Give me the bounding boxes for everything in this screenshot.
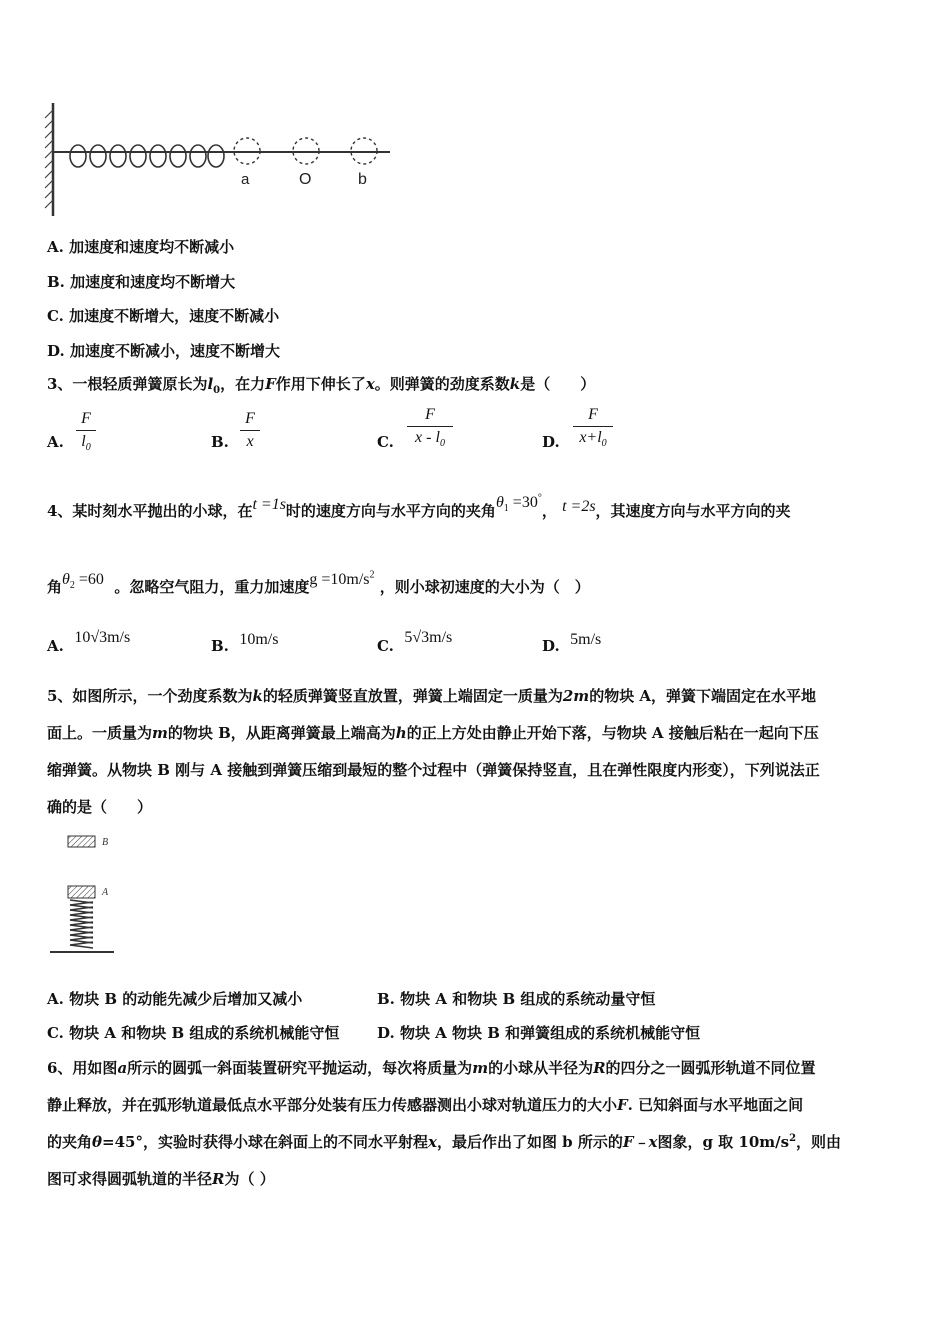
q6-line3: 的夹角θ=45°，实验时获得小球在斜面上的不同水平射程x，最后作出了如图 b 所示的F﹣x图象，g 取 $10m/s^2$，则由 — [47, 1133, 842, 1151]
q3-option-a-fraction: F $l_0$ — [76, 410, 96, 453]
q4-option-d: D. 5m/s — [542, 631, 602, 655]
q3-option-d-fraction: F $x+l_0$ — [573, 406, 613, 449]
q5-option-b: B. 物块 A 和物块 B 组成的系统动量守恒 — [377, 990, 656, 1008]
q5-line2: 面上。一质量为m的物块 B，从距离弹簧最上端高为h的正上方处由静止开始下落，与物块 A 接触后粘在一起向下压 — [47, 724, 819, 742]
q4-option-b: B. 10m/s — [211, 631, 279, 655]
q6-line1: 6、用如图a所示的圆弧一斜面装置研究平抛运动，每次将质量为m的小球从半径为R的四分之一圆弧形轨道不同位置 — [47, 1059, 816, 1077]
spring-blocks-figure — [48, 830, 128, 960]
q5-option-d: D. 物块 A 物块 B 和弹簧组成的系统机械能守恒 — [377, 1024, 701, 1042]
spring-wall-figure — [40, 98, 400, 220]
q5-line1: 5、如图所示，一个劲度系数为k的轻质弹簧竖直放置，弹簧上端固定一质量为2m的物块 A，弹簧下端固定在水平地 — [47, 687, 817, 705]
figure-label-o: O — [299, 171, 312, 188]
q5-option-a: A. 物块 B 的动能先减少后增加又减小 — [47, 990, 303, 1008]
q5-option-c: C. 物块 A 和物块 B 组成的系统机械能守恒 — [47, 1024, 340, 1042]
q6-line2: 静止释放，并在弧形轨道最低点水平部分处装有压力传感器测出小球对轨道压力的大小F. 已知斜面与水平地面之间 — [47, 1096, 804, 1114]
block-b-label: B — [102, 837, 109, 848]
q3-option-c-fraction: F x - $l_0$ — [407, 406, 453, 449]
q5-line4: 确的是（ ） — [47, 798, 153, 816]
q4-line1: 4、某时刻水平抛出的小球，在t =1s时的速度方向与水平方向的夹角$\theta_1 =30^\circ$， t =2s，其速度方向与水平方向的夹 — [47, 492, 791, 520]
block-a-label: A — [102, 887, 109, 898]
figure-label-b: b — [358, 171, 367, 188]
q2-option-a: A. 加速度和速度均不断减小 — [47, 238, 235, 256]
q3-option-d-key: D. — [542, 433, 560, 451]
q3-option-c-key: C. — [377, 433, 394, 451]
q3-option-a-key: A. — [47, 433, 64, 451]
q2-option-c: C. 加速度不断增大，速度不断减小 — [47, 307, 280, 325]
q6-line4: 图可求得圆弧轨道的半径R为（ ） — [47, 1170, 275, 1188]
q4-option-a: A. 10√3m/s — [47, 629, 131, 655]
q3-option-b-fraction: F x — [240, 410, 260, 451]
q2-option-d: D. 加速度不断减小，速度不断增大 — [47, 342, 280, 360]
q4-line2: 角$\theta_2 =60$ 。忽略空气阻力，重力加速度$g =10m/s^2$ ，则小球初速度的大小为（ ） — [47, 569, 590, 596]
figure-label-a: a — [241, 171, 250, 188]
q2-option-b: B. 加速度和速度均不断增大 — [47, 273, 236, 291]
q5-line3: 缩弹簧。从物块 B 刚与 A 接触到弹簧压缩到最短的整个过程中（弹簧保持竖直，且在弹性限度内形变），下列说法正 — [47, 761, 820, 779]
q3-stem: 3、一根轻质弹簧原长为$l_0$，在力F作用下伸长了x。则弹簧的劲度系数k是（ ） — [47, 375, 596, 396]
q4-option-c: C. 5√3m/s — [377, 629, 453, 655]
q3-option-b-key: B. — [211, 433, 229, 451]
